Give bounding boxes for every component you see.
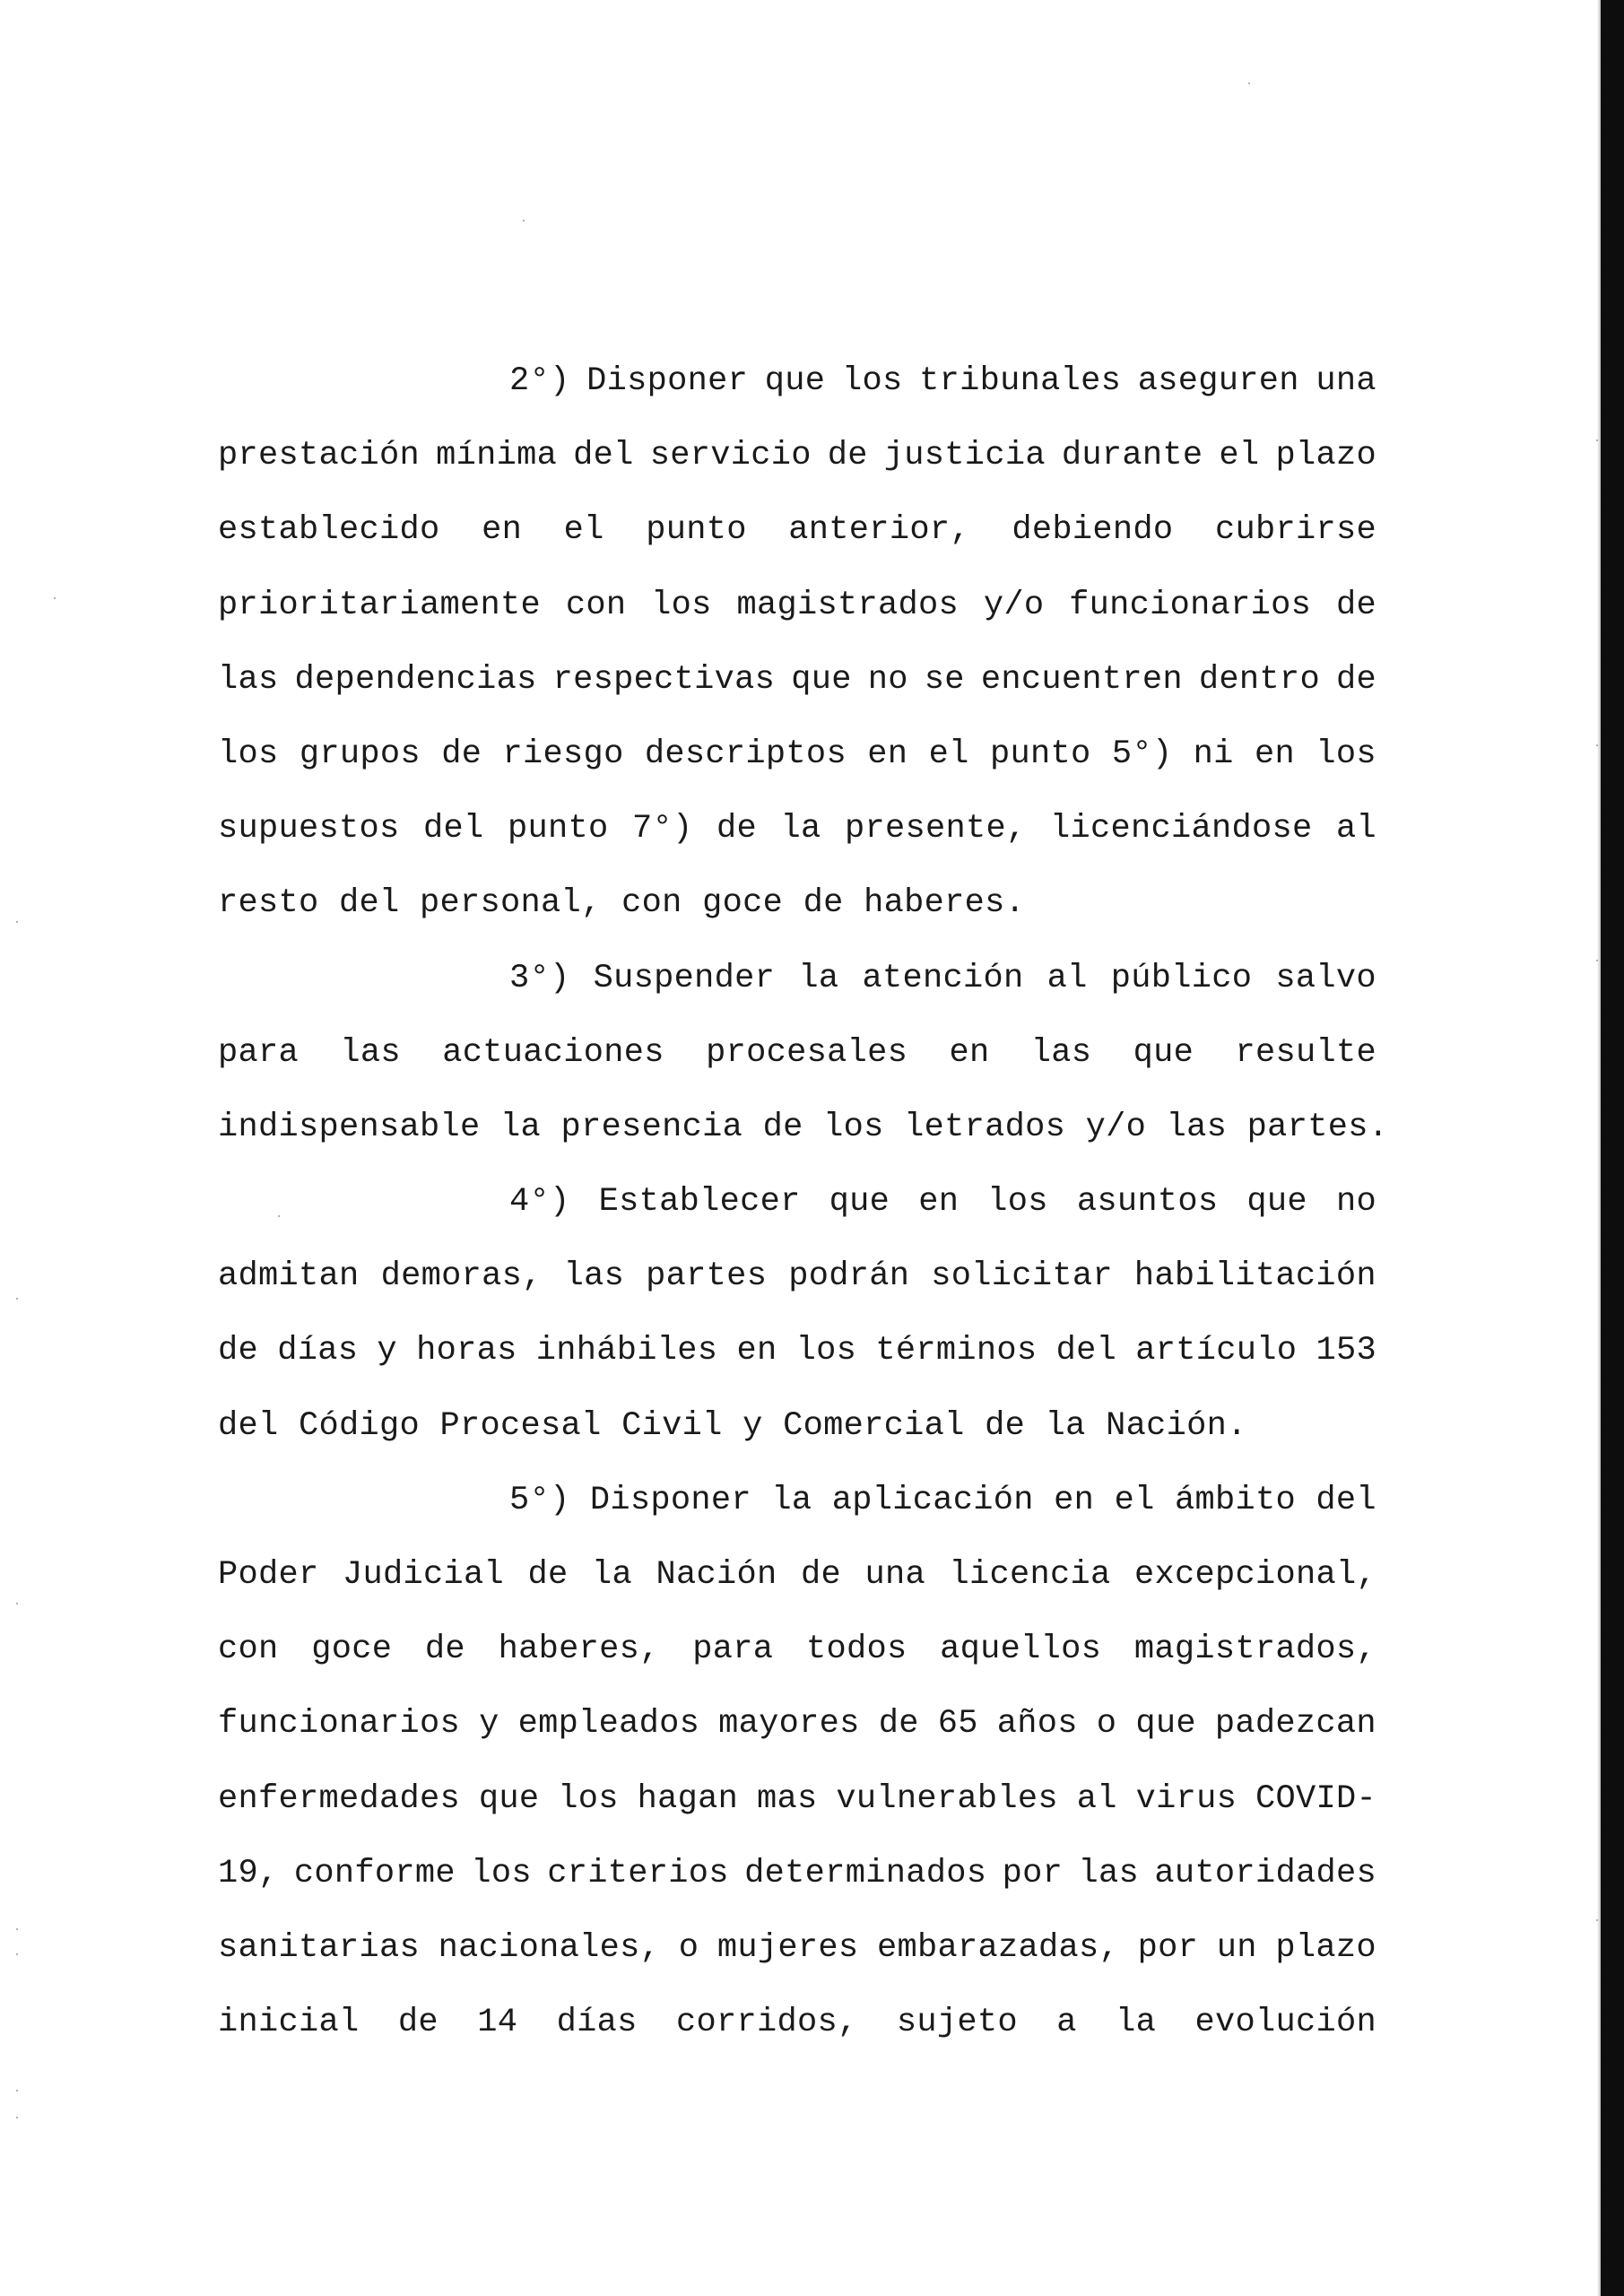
word: horas xyxy=(416,1332,517,1370)
word: admitan xyxy=(218,1257,360,1296)
word: empleados xyxy=(517,1705,700,1744)
word: asuntos xyxy=(1076,1183,1219,1222)
word: los xyxy=(1316,735,1376,773)
word: debiendo xyxy=(1012,511,1174,550)
scan-speck xyxy=(16,2090,18,2092)
word: no xyxy=(1335,1183,1376,1222)
text-line: indispensable la presencia de los letrados y/o las partes. xyxy=(218,1108,1389,1146)
word: actuaciones xyxy=(442,1033,664,1072)
word: el xyxy=(928,735,969,773)
word: procesales xyxy=(706,1033,908,1072)
word: haberes, xyxy=(498,1631,660,1669)
word: y xyxy=(479,1705,499,1744)
scan-speck xyxy=(1596,960,1598,961)
word: aseguren xyxy=(1137,362,1299,400)
word: salvo xyxy=(1275,959,1376,997)
scan-speck xyxy=(16,1928,18,1930)
word: Suspender xyxy=(593,959,776,997)
text-line: resto del personal, con goce de haberes. xyxy=(218,884,1026,923)
word: Judicial xyxy=(343,1556,505,1594)
word: que xyxy=(478,1779,540,1818)
word: durante xyxy=(1061,437,1203,475)
word: presente, xyxy=(844,810,1027,848)
word: anterior, xyxy=(788,511,970,550)
word: determinados xyxy=(744,1854,987,1892)
word: las xyxy=(1078,1854,1140,1892)
word: evolución xyxy=(1194,2004,1376,2042)
word: padezcan xyxy=(1214,1705,1376,1744)
word: vulnerables xyxy=(836,1779,1058,1818)
word: COVID- xyxy=(1255,1779,1376,1818)
word: en xyxy=(1255,735,1296,773)
word: que xyxy=(1246,1183,1307,1222)
text-line xyxy=(218,643,1376,718)
word: en xyxy=(482,511,523,550)
word: de xyxy=(424,1631,465,1669)
word: partes xyxy=(646,1257,768,1296)
text-line xyxy=(218,1314,1376,1388)
word: supuestos xyxy=(218,810,400,848)
word: sujeto xyxy=(896,2004,1018,2042)
scan-speck xyxy=(1596,1919,1598,1921)
word: mujeres xyxy=(716,1928,859,1967)
text-line xyxy=(218,942,1376,1016)
word: por xyxy=(1002,1854,1064,1892)
word: el xyxy=(1114,1481,1155,1519)
word: que xyxy=(791,660,852,699)
scan-speck xyxy=(16,921,18,923)
word: o xyxy=(1096,1705,1117,1744)
word: magistrados, xyxy=(1133,1631,1376,1669)
word: sanitarias xyxy=(218,1928,421,1967)
word: o xyxy=(678,1928,699,1967)
word: las xyxy=(218,660,279,699)
word: una xyxy=(864,1556,925,1594)
word: términos xyxy=(875,1332,1038,1370)
document-body xyxy=(218,344,1389,2060)
word: plazo xyxy=(1275,437,1376,475)
word: que xyxy=(1133,1033,1194,1072)
word: de xyxy=(527,1556,569,1594)
word: mínima xyxy=(436,437,558,475)
word: días xyxy=(277,1332,359,1370)
word: solicitar xyxy=(931,1257,1113,1296)
word: artículo xyxy=(1135,1332,1298,1370)
word: para xyxy=(218,1033,300,1072)
word: 5°) xyxy=(509,1481,570,1519)
word: las xyxy=(1030,1033,1092,1072)
word: 4°) xyxy=(509,1183,570,1222)
word: 153 xyxy=(1316,1332,1376,1370)
word: plazo xyxy=(1275,1928,1376,1967)
word: conforme xyxy=(293,1854,456,1892)
word: mas xyxy=(756,1779,818,1818)
text-line xyxy=(218,1911,1376,1986)
word: no xyxy=(867,660,908,699)
word: de xyxy=(827,437,868,475)
word: atención xyxy=(862,959,1024,997)
word: de xyxy=(397,2004,439,2042)
paragraph-p3 xyxy=(218,942,1389,1166)
word: autoridades xyxy=(1154,1854,1376,1892)
word: con xyxy=(218,1631,279,1669)
word: habilitación xyxy=(1133,1257,1376,1296)
word: ni xyxy=(1193,735,1234,773)
word: los xyxy=(218,735,279,773)
word: corridos, xyxy=(675,2004,858,2042)
text-line xyxy=(218,718,1376,792)
text-line xyxy=(218,419,1376,493)
text-line xyxy=(218,493,1376,568)
text-line xyxy=(218,1986,1376,2060)
word: inhábiles xyxy=(535,1332,718,1370)
word: y/o xyxy=(983,586,1045,624)
word: de xyxy=(1335,586,1376,624)
scan-speck xyxy=(16,1953,18,1955)
word: funcionarios xyxy=(1069,586,1312,624)
word: en xyxy=(949,1033,990,1072)
text-line xyxy=(218,1613,1376,1687)
text-line xyxy=(218,1762,1376,1837)
word: años xyxy=(996,1705,1078,1744)
word: enfermedades xyxy=(218,1779,461,1818)
text-line xyxy=(218,1165,1376,1239)
word: podrán xyxy=(788,1257,910,1296)
word: los xyxy=(651,586,712,624)
word: el xyxy=(1219,437,1260,475)
word: de xyxy=(218,1332,259,1370)
word: en xyxy=(867,735,908,773)
word: por xyxy=(1137,1928,1199,1967)
word: de xyxy=(800,1556,841,1594)
word: Disponer xyxy=(589,1481,751,1519)
word: prestación xyxy=(218,437,421,475)
word: 65 xyxy=(937,1705,978,1744)
word: las xyxy=(340,1033,401,1072)
word: y xyxy=(377,1332,397,1370)
word: punto xyxy=(508,810,609,848)
word: del xyxy=(1055,1332,1117,1370)
word: mayores xyxy=(718,1705,860,1744)
text-line xyxy=(218,1837,1376,1911)
word: en xyxy=(1054,1481,1095,1519)
word: aquellos xyxy=(940,1631,1102,1669)
word: las xyxy=(563,1257,625,1296)
word: goce xyxy=(311,1631,393,1669)
word: magistrados xyxy=(736,586,960,624)
word: de xyxy=(1335,660,1376,699)
word: en xyxy=(918,1183,960,1222)
paragraph-p4 xyxy=(218,1165,1376,1464)
word: ámbito xyxy=(1174,1481,1297,1519)
word: nacionales, xyxy=(438,1928,661,1967)
word: punto xyxy=(989,735,1091,773)
word: descriptos xyxy=(644,735,847,773)
word: punto xyxy=(646,511,747,550)
word: a xyxy=(1056,2004,1077,2042)
word: cubrirse xyxy=(1214,511,1376,550)
word: tribunales xyxy=(919,362,1122,400)
word: embarazadas, xyxy=(877,1928,1120,1967)
word: excepcional, xyxy=(1133,1556,1376,1594)
word: una xyxy=(1316,362,1376,400)
word: la xyxy=(771,1481,812,1519)
text-line xyxy=(218,344,1376,419)
word: Poder xyxy=(218,1556,319,1594)
scan-speck xyxy=(16,1603,18,1605)
word: Nación xyxy=(656,1556,777,1594)
word: criterios xyxy=(547,1854,729,1892)
word: 7°) xyxy=(632,810,693,848)
word: al xyxy=(1046,959,1088,997)
word: dependencias xyxy=(294,660,537,699)
word: para xyxy=(692,1631,774,1669)
paragraph-p2 xyxy=(218,344,1376,942)
word: encuentren xyxy=(980,660,1183,699)
text-line xyxy=(218,1464,1376,1538)
word: establecido xyxy=(218,511,440,550)
paragraph-p5 xyxy=(218,1464,1376,2061)
word: 2°) xyxy=(509,362,570,400)
word: licenciándose xyxy=(1049,810,1313,848)
word: al xyxy=(1076,1779,1117,1818)
word: un xyxy=(1216,1928,1257,1967)
word: Establecer xyxy=(598,1183,801,1222)
word: resulte xyxy=(1235,1033,1376,1072)
word: del xyxy=(423,810,484,848)
text-line xyxy=(218,1538,1376,1613)
word: riesgo xyxy=(502,735,624,773)
word: aplicación xyxy=(831,1481,1034,1519)
word: 3°) xyxy=(509,959,570,997)
word: respectivas xyxy=(552,660,776,699)
word: en xyxy=(736,1332,777,1370)
scan-speck xyxy=(523,220,525,222)
word: prioritariamente xyxy=(218,586,542,624)
text-line xyxy=(218,569,1376,643)
word: 19, xyxy=(218,1854,279,1892)
word: hagan xyxy=(637,1779,739,1818)
word: Disponer xyxy=(586,362,749,400)
scan-speck xyxy=(16,2117,18,2118)
word: 14 xyxy=(477,2004,518,2042)
word: que xyxy=(764,362,826,400)
scan-speck xyxy=(1248,83,1250,84)
word: del xyxy=(1316,1481,1376,1519)
scan-edge-border xyxy=(1601,0,1624,2296)
word: dentro xyxy=(1198,660,1320,699)
word: licencia xyxy=(949,1556,1111,1594)
word: que xyxy=(1135,1705,1196,1744)
scan-speck xyxy=(1596,744,1598,746)
word: los xyxy=(987,1183,1048,1222)
word: de xyxy=(441,735,482,773)
word: virus xyxy=(1135,1779,1238,1818)
word: los xyxy=(841,362,903,400)
word: funcionarios xyxy=(218,1705,461,1744)
scan-speck xyxy=(54,597,56,599)
text-line xyxy=(218,1016,1376,1091)
scan-speck xyxy=(1596,439,1598,441)
word: público xyxy=(1110,959,1253,997)
word: al xyxy=(1335,810,1376,848)
word: inicial xyxy=(218,2004,360,2042)
word: la xyxy=(1116,2004,1157,2042)
word: los xyxy=(471,1854,532,1892)
word: justicia xyxy=(883,437,1046,475)
word: el xyxy=(563,511,604,550)
word: demoras, xyxy=(380,1257,543,1296)
word: de xyxy=(878,1705,919,1744)
word: se xyxy=(924,660,965,699)
text-line xyxy=(218,1687,1376,1761)
text-line: del Código Procesal Civil y Comercial de la Nación. xyxy=(218,1406,1247,1445)
text-line xyxy=(218,792,1376,866)
word: grupos xyxy=(299,735,421,773)
word: 5°) xyxy=(1111,735,1173,773)
word: todos xyxy=(805,1631,908,1669)
word: con xyxy=(565,586,627,624)
scan-speck xyxy=(16,1298,18,1300)
word: que xyxy=(829,1183,890,1222)
word: los xyxy=(558,1779,619,1818)
word: la xyxy=(798,959,839,997)
word: servicio xyxy=(649,437,812,475)
word: días xyxy=(556,2004,638,2042)
word: los xyxy=(795,1332,857,1370)
word: la xyxy=(591,1556,632,1594)
word: de xyxy=(716,810,757,848)
word: del xyxy=(573,437,634,475)
text-line xyxy=(218,1239,1376,1314)
word: la xyxy=(780,810,821,848)
